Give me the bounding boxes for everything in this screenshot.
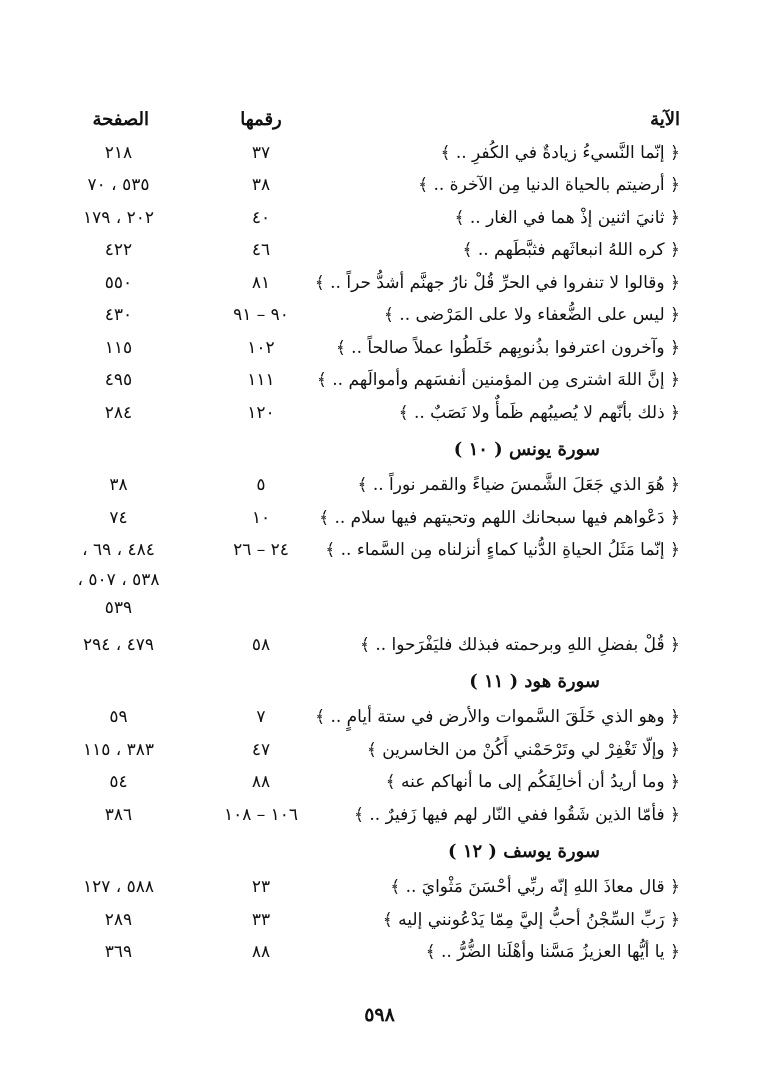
ayah-text: ﴿ إنّما النَّسيءُ زيادةٌ في الكُفرِ .. ﴾: [440, 142, 680, 163]
table-row: [40, 629, 680, 662]
page-ref: ٢٨٩: [104, 909, 133, 930]
table-row: [40, 267, 680, 300]
table-row: [40, 299, 680, 332]
table-row: [40, 502, 680, 535]
ayah-number: ٤٠: [251, 207, 271, 228]
page-ref: ٣٦٩: [104, 942, 133, 963]
ayah-number: ٨٨: [251, 942, 271, 963]
ayah-number: ٧: [256, 707, 266, 728]
page-ref: ٣٨٣ ، ١١٥: [82, 739, 155, 760]
page-ref: ٤٧٩ ، ٢٩٤: [82, 634, 155, 655]
table-row: [40, 734, 680, 767]
surah-title: سورة يونس ( ١٠ ): [453, 438, 600, 460]
ayah-text: ﴿ وما أريدُ أن أخالِفَكُم إلى ما أنهاكم عنه ﴾: [385, 772, 680, 793]
page-ref: ٣٨: [109, 475, 128, 496]
ayah-number: ٥: [256, 475, 266, 496]
ayah-text: ﴿ ليس على الضُّعفاء ولا على المَرْضى .. ﴾: [383, 305, 680, 326]
ayah-text: ﴿ دَعْواهم فيها سبحانك اللهم وتحيتهم فيها سلام .. ﴾: [319, 507, 680, 528]
page-ref: ٣٨٦: [104, 804, 133, 825]
ayah-number: ٢٣: [251, 877, 271, 898]
table-row: [40, 799, 680, 832]
page-ref: ٤٢٢: [104, 240, 133, 261]
ayah-text: ﴿ وقالوا لا تنفروا في الحرِّ قُلْ نارُ جهنَّم أشدُّ حراً .. ﴾: [314, 272, 680, 293]
table-row: [40, 397, 680, 430]
table-header: [40, 104, 680, 137]
ayah-number: ٣٨: [251, 175, 271, 196]
header-page: الصفحة: [92, 109, 149, 131]
surah-heading: [40, 831, 680, 871]
ayah-text: ﴿ وهو الذي خَلَقَ السَّموات والأرض في ستة أيامٍ .. ﴾: [315, 707, 680, 728]
page-ref: ٤٩٥: [104, 370, 133, 391]
page-ref: ٤٨٤ ، ٦٩ ،: [82, 540, 155, 561]
ayah-number: ٨١: [251, 272, 271, 293]
ayah-number: ١١١: [247, 370, 275, 391]
table-row: [40, 137, 680, 170]
ayah-number: ١٠٢: [247, 337, 275, 358]
ayah-text: ﴿ أرضيتم بالحياة الدنيا مِن الآخرة .. ﴾: [418, 175, 680, 196]
ayah-text: ﴿ فأمّا الذين شَقُوا ففي النّار لهم فيها زَفيرٌ .. ﴾: [354, 804, 680, 825]
ayah-text: ﴿ قال معاذَ اللهِ إنّه ربِّي أحْسَنَ مَثْوايَ .. ﴾: [390, 877, 680, 898]
table-row: [40, 364, 680, 397]
ayah-number: ٩٠ – ٩١: [233, 305, 289, 326]
ayah-number: ١٠: [251, 507, 271, 528]
ayah-text: ﴿ وآخرون اعترفوا بذُنوبِهم خَلَطُوا عملاً صالحاً .. ﴾: [335, 337, 680, 358]
ayah-text: ﴿ يا أيُّها العزيزُ مَسَّنا وأهْلَنا الضُّرُّ .. ﴾: [425, 942, 680, 963]
page-ref: ٢٨٤: [104, 402, 133, 423]
table-row: [40, 234, 680, 267]
table-row: [40, 202, 680, 235]
ayah-number: ١٢٠: [247, 402, 275, 423]
index-table: [40, 104, 680, 969]
surah-heading: [40, 661, 680, 701]
surah-heading: [40, 429, 680, 469]
ayah-number: ١٠٦ – ١٠٨: [223, 804, 299, 825]
ayah-text: ﴿ هُوَ الذي جَعَلَ الشَّمسَ ضياءً والقمر نوراً .. ﴾: [357, 475, 680, 496]
ayah-number: ٤٦: [251, 240, 271, 261]
page-ref: ٥٥٠: [104, 272, 133, 293]
ayah-text: ﴿ إنَّ اللهَ اشترى مِن المؤمنين أنفسَهم وأموالَهم .. ﴾: [316, 370, 680, 391]
ayah-number: ٥٨: [251, 634, 271, 655]
ayah-text: ﴿ كره اللهُ انبعاثَهم فثبَّطَهم .. ﴾: [462, 240, 680, 261]
page-ref: ٢٠٢ ، ١٧٩: [82, 207, 155, 228]
page-ref: ٥٩: [109, 707, 128, 728]
ayah-number: ٣٧: [251, 142, 271, 163]
table-row: [40, 904, 680, 937]
page-number: ٥٩٨: [364, 1004, 395, 1026]
table-row: [40, 701, 680, 734]
page-ref: ٢١٨: [104, 142, 133, 163]
header-ayah: الآية: [650, 109, 680, 131]
ayah-number: ٤٧: [251, 739, 271, 760]
table-row: [40, 936, 680, 969]
header-number: رقمها: [240, 109, 282, 131]
page-ref: ٤٣٠: [104, 305, 133, 326]
page-ref: ٧٤: [109, 507, 128, 528]
ayah-number: ٢٤ – ٢٦: [233, 540, 289, 561]
table-row-continuation: [40, 567, 680, 595]
ayah-text: ﴿ ثانيَ اثنين إذْ هما في الغار .. ﴾: [454, 207, 680, 228]
ayah-text: ﴿ رَبِّ السِّجْنُ أحبُّ إليَّ مِمّا يَدْعُونني إليه ﴾: [382, 909, 680, 930]
surah-title: سورة هود ( ١١ ): [469, 670, 600, 692]
ayah-text: ﴿ وإلّا تَغْفِرْ لي وتَرْحَمْني أَكُنْ من الخاسرين ﴾: [366, 739, 680, 760]
table-row: [40, 766, 680, 799]
table-row: [40, 871, 680, 904]
table-row: [40, 169, 680, 202]
ayah-text: ﴿ ذلك بأنّهم لا يُصيبُهم ظَمأٌ ولا نَصَبٌ .. ﴾: [398, 402, 680, 423]
page-ref: ٥٤: [109, 772, 128, 793]
table-row: [40, 332, 680, 365]
page-ref: ١١٥: [104, 337, 133, 358]
table-row: [40, 534, 680, 567]
ayah-number: ٣٣: [251, 909, 271, 930]
ayah-text: ﴿ قُلْ بفضلِ اللهِ وبرحمته فبذلك فليَفْرَحوا .. ﴾: [359, 634, 680, 655]
table-row-continuation: [40, 595, 680, 623]
ayah-text: ﴿ إنّما مَثَلُ الحياةِ الدُّنيا كماءٍ أنزلناه مِن السَّماء .. ﴾: [325, 540, 680, 561]
page-ref: ٥٣٩: [104, 598, 133, 619]
table-row: [40, 469, 680, 502]
surah-title: سورة يوسف ( ١٢ ): [448, 840, 600, 862]
page-ref: ٥٣٨ ، ٥٠٧ ،: [77, 570, 160, 591]
page-ref: ٥٣٥ ، ٧٠: [87, 175, 150, 196]
page-ref: ٥٨٨ ، ١٢٧: [82, 877, 155, 898]
ayah-number: ٨٨: [251, 772, 271, 793]
